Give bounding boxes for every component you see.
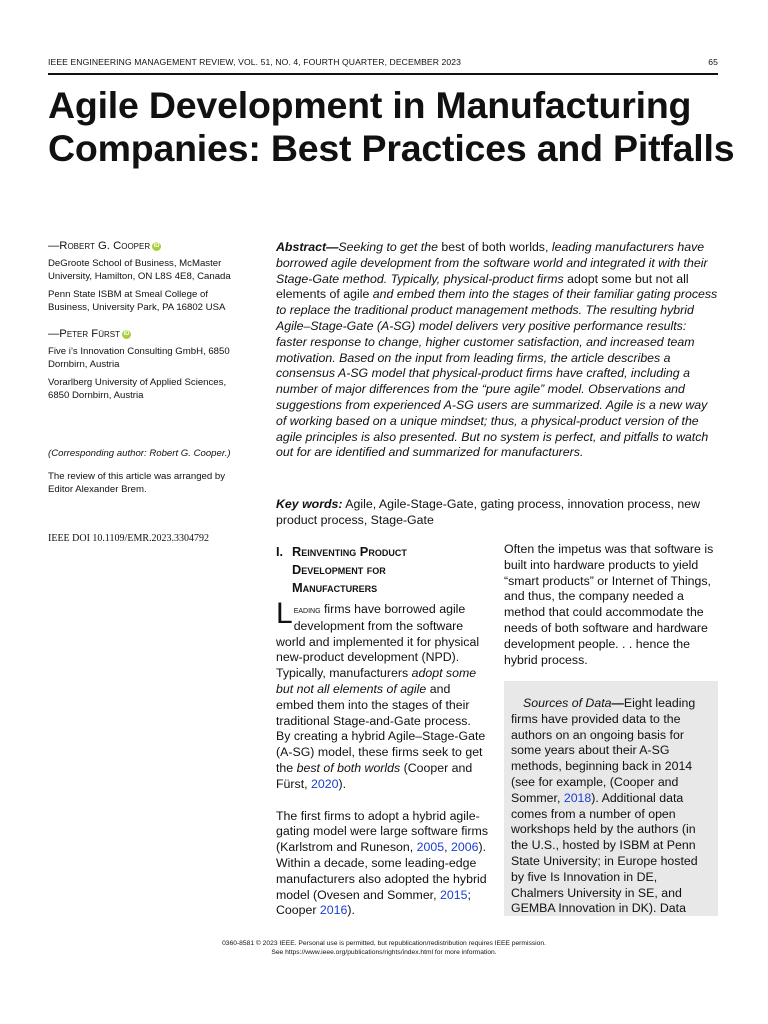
- abstract-text: adopt some but not all elements of agile: [276, 271, 689, 302]
- body-text: firms have borrowed agile development from the software world and implemented it for physical new-product development (NPD). Typically, manufacturers: [276, 602, 480, 681]
- citation-link[interactable]: 2018: [563, 790, 592, 805]
- body-text: ).: [347, 903, 355, 918]
- header-rule: [48, 73, 718, 75]
- review-note: The review of this article was arranged by Editor Alexander Brem.: [48, 471, 226, 495]
- abstract-text: and embed them into the stages of their familiar gating process to replace the traditional product management methods. The resulting hybrid Agile–Stage-Gate (A-SG) model delivers very positive performance results: faster response to change, higher customer satisfaction, and increased team motivation. Based on the input from leading firms, the article describes a consensus A-SG model that physical-product firms have crafted, including a number of major differences from the “pure agile” model. Observations and suggestions from experienced A-SG users are summarized. Agile is a new way of working based on a unique mindset; thus, a physical-product version of the agile principles is also presented. But no system is perfect, and pitfalls to watch out for are identified and summarized for manufacturers.: [276, 287, 718, 460]
- journal-citation: IEEE ENGINEERING MANAGEMENT REVIEW, VOL. 51, NO. 4, FOURTH QUARTER, DECEMBER 2023: [48, 57, 462, 67]
- rights-line: See https://www.ieee.org/publications/rights/index.html for more information.: [271, 949, 497, 956]
- body-text: and embed them into the stages of their traditional Stage-and-Gate process. By creating a hybrid Agile–Stage-Gate (A-SG) model, these firms seek to get the: [276, 681, 486, 775]
- author-2-affiliation-2: Vorarlberg University of Applied Sciences, 6850 Dornbirn, Austria: [48, 377, 227, 401]
- citation-link[interactable]: 2015: [439, 887, 468, 902]
- first-word: eading: [293, 605, 321, 616]
- author-1: [48, 240, 248, 253]
- orcid-icon[interactable]: iD: [153, 243, 160, 249]
- section-number: I.: [276, 544, 284, 559]
- body-text-italic: best of both worlds: [296, 760, 401, 775]
- author-1-name[interactable]: Robert G. Cooper: [59, 240, 151, 252]
- keywords-label: Key words:: [276, 497, 343, 511]
- orcid-icon[interactable]: iD: [123, 331, 130, 337]
- body-text: (Cooper and Fürst,: [276, 760, 473, 791]
- keywords: [276, 497, 718, 529]
- author-2-dash: —: [48, 328, 60, 340]
- author-1-affiliation-1: DeGroote School of Business, McMaster University, Hamilton, ON L8S 4E8, Canada: [48, 258, 231, 282]
- copyright-line: 0360-8581 © 2023 IEEE. Personal use is permitted, but republication/redistribution requires IEEE permission.: [222, 940, 546, 947]
- citation-link[interactable]: 2020: [310, 776, 339, 791]
- keywords-text: Agile, Agile-Stage-Gate, gating process, innovation process, new product process, Stage-Gate: [276, 497, 701, 527]
- sidebar-dash: —: [611, 696, 624, 710]
- author-2-affiliation-1: Five i’s Innovation Consulting GmbH, 6850 Dornbirn, Austria: [48, 346, 230, 370]
- article-title: Agile Development in Manufacturing Companies: Best Practices and Pitfalls: [48, 84, 735, 169]
- body-paragraph: [276, 597, 488, 793]
- sidebar-label: Sources of Data: [523, 696, 612, 710]
- drop-cap: L: [276, 597, 293, 630]
- section-heading-line: [276, 543, 486, 561]
- body-column-1: [276, 597, 488, 919]
- citation-link[interactable]: 2006: [450, 840, 479, 855]
- body-text: ).: [338, 776, 346, 791]
- citation-link[interactable]: 2005: [416, 840, 445, 855]
- abstract-text: leading manufacturers have borrowed agile development from the software world and integrated it with their Stage-Gate method. Typically, physical-product firms: [276, 240, 708, 286]
- abstract-text: Seeking to get the: [338, 240, 442, 254]
- author-2: [48, 328, 248, 341]
- sidebar-text: ). Additional data comes from a number of open workshops held by the authors (in the U.S., hosted by ISBM at Penn State University; in Europe hosted by five Is Innovation in DE, Chalmers University in SE, and GEMBA Innovation in DK). Data: [511, 790, 698, 916]
- corresponding-author: (Corresponding author: Robert G. Cooper.): [48, 448, 231, 459]
- body-text-italic: adopt some but not all elements of agile: [276, 666, 477, 696]
- copyright-footer: [0, 939, 768, 957]
- abstract-text: best of both worlds,: [441, 240, 552, 254]
- section-heading-line: Manufacturers: [292, 580, 378, 595]
- body-text: The first firms to adopt a hybrid agile-gating model were large software firms (Karlstrom and Runeson,: [276, 808, 488, 855]
- page-number: 65: [708, 57, 718, 67]
- abstract: [276, 240, 718, 461]
- abstract-label: Abstract—: [276, 240, 339, 254]
- doi[interactable]: IEEE DOI 10.1109/EMR.2023.3304792: [48, 533, 210, 544]
- author-block: [48, 240, 248, 407]
- body-paragraph: [276, 809, 488, 920]
- author-1-affiliation-2: Penn State ISBM at Smeal College of Business, University Park, PA 16802 USA: [48, 289, 226, 313]
- sidebar-paragraph: [511, 696, 711, 916]
- body-text: ). Within a decade, some leading-edge manufacturers also adopted the hybrid model (Ovesen and Sommer,: [276, 840, 487, 902]
- section-heading: [276, 543, 486, 597]
- author-1-dash: —: [48, 240, 60, 252]
- section-heading-line: Development for: [292, 562, 386, 577]
- body-text: ; Cooper: [276, 887, 471, 918]
- author-2-name[interactable]: Peter Fürst: [59, 328, 120, 340]
- body-text: ,: [444, 840, 451, 855]
- section-title-text: Reinventing Product: [292, 544, 407, 559]
- body-column-2: [504, 542, 718, 668]
- sidebar-text: Eight leading firms have provided data to the authors on an ongoing basis for some years about their A-SG methods, beginning back in 2014 (see for example, (Cooper and Sommer,: [511, 696, 696, 805]
- sources-of-data-sidebar: [504, 681, 718, 916]
- running-header: [48, 57, 718, 67]
- body-paragraph: Often the impetus was that software is built into hardware products to yield “smart products” or Internet of Things, and thus, the company needed a method that could accommodate the needs of both software and hardware development people. . . hence the hybrid process.: [504, 542, 714, 667]
- citation-link[interactable]: 2016: [319, 903, 348, 918]
